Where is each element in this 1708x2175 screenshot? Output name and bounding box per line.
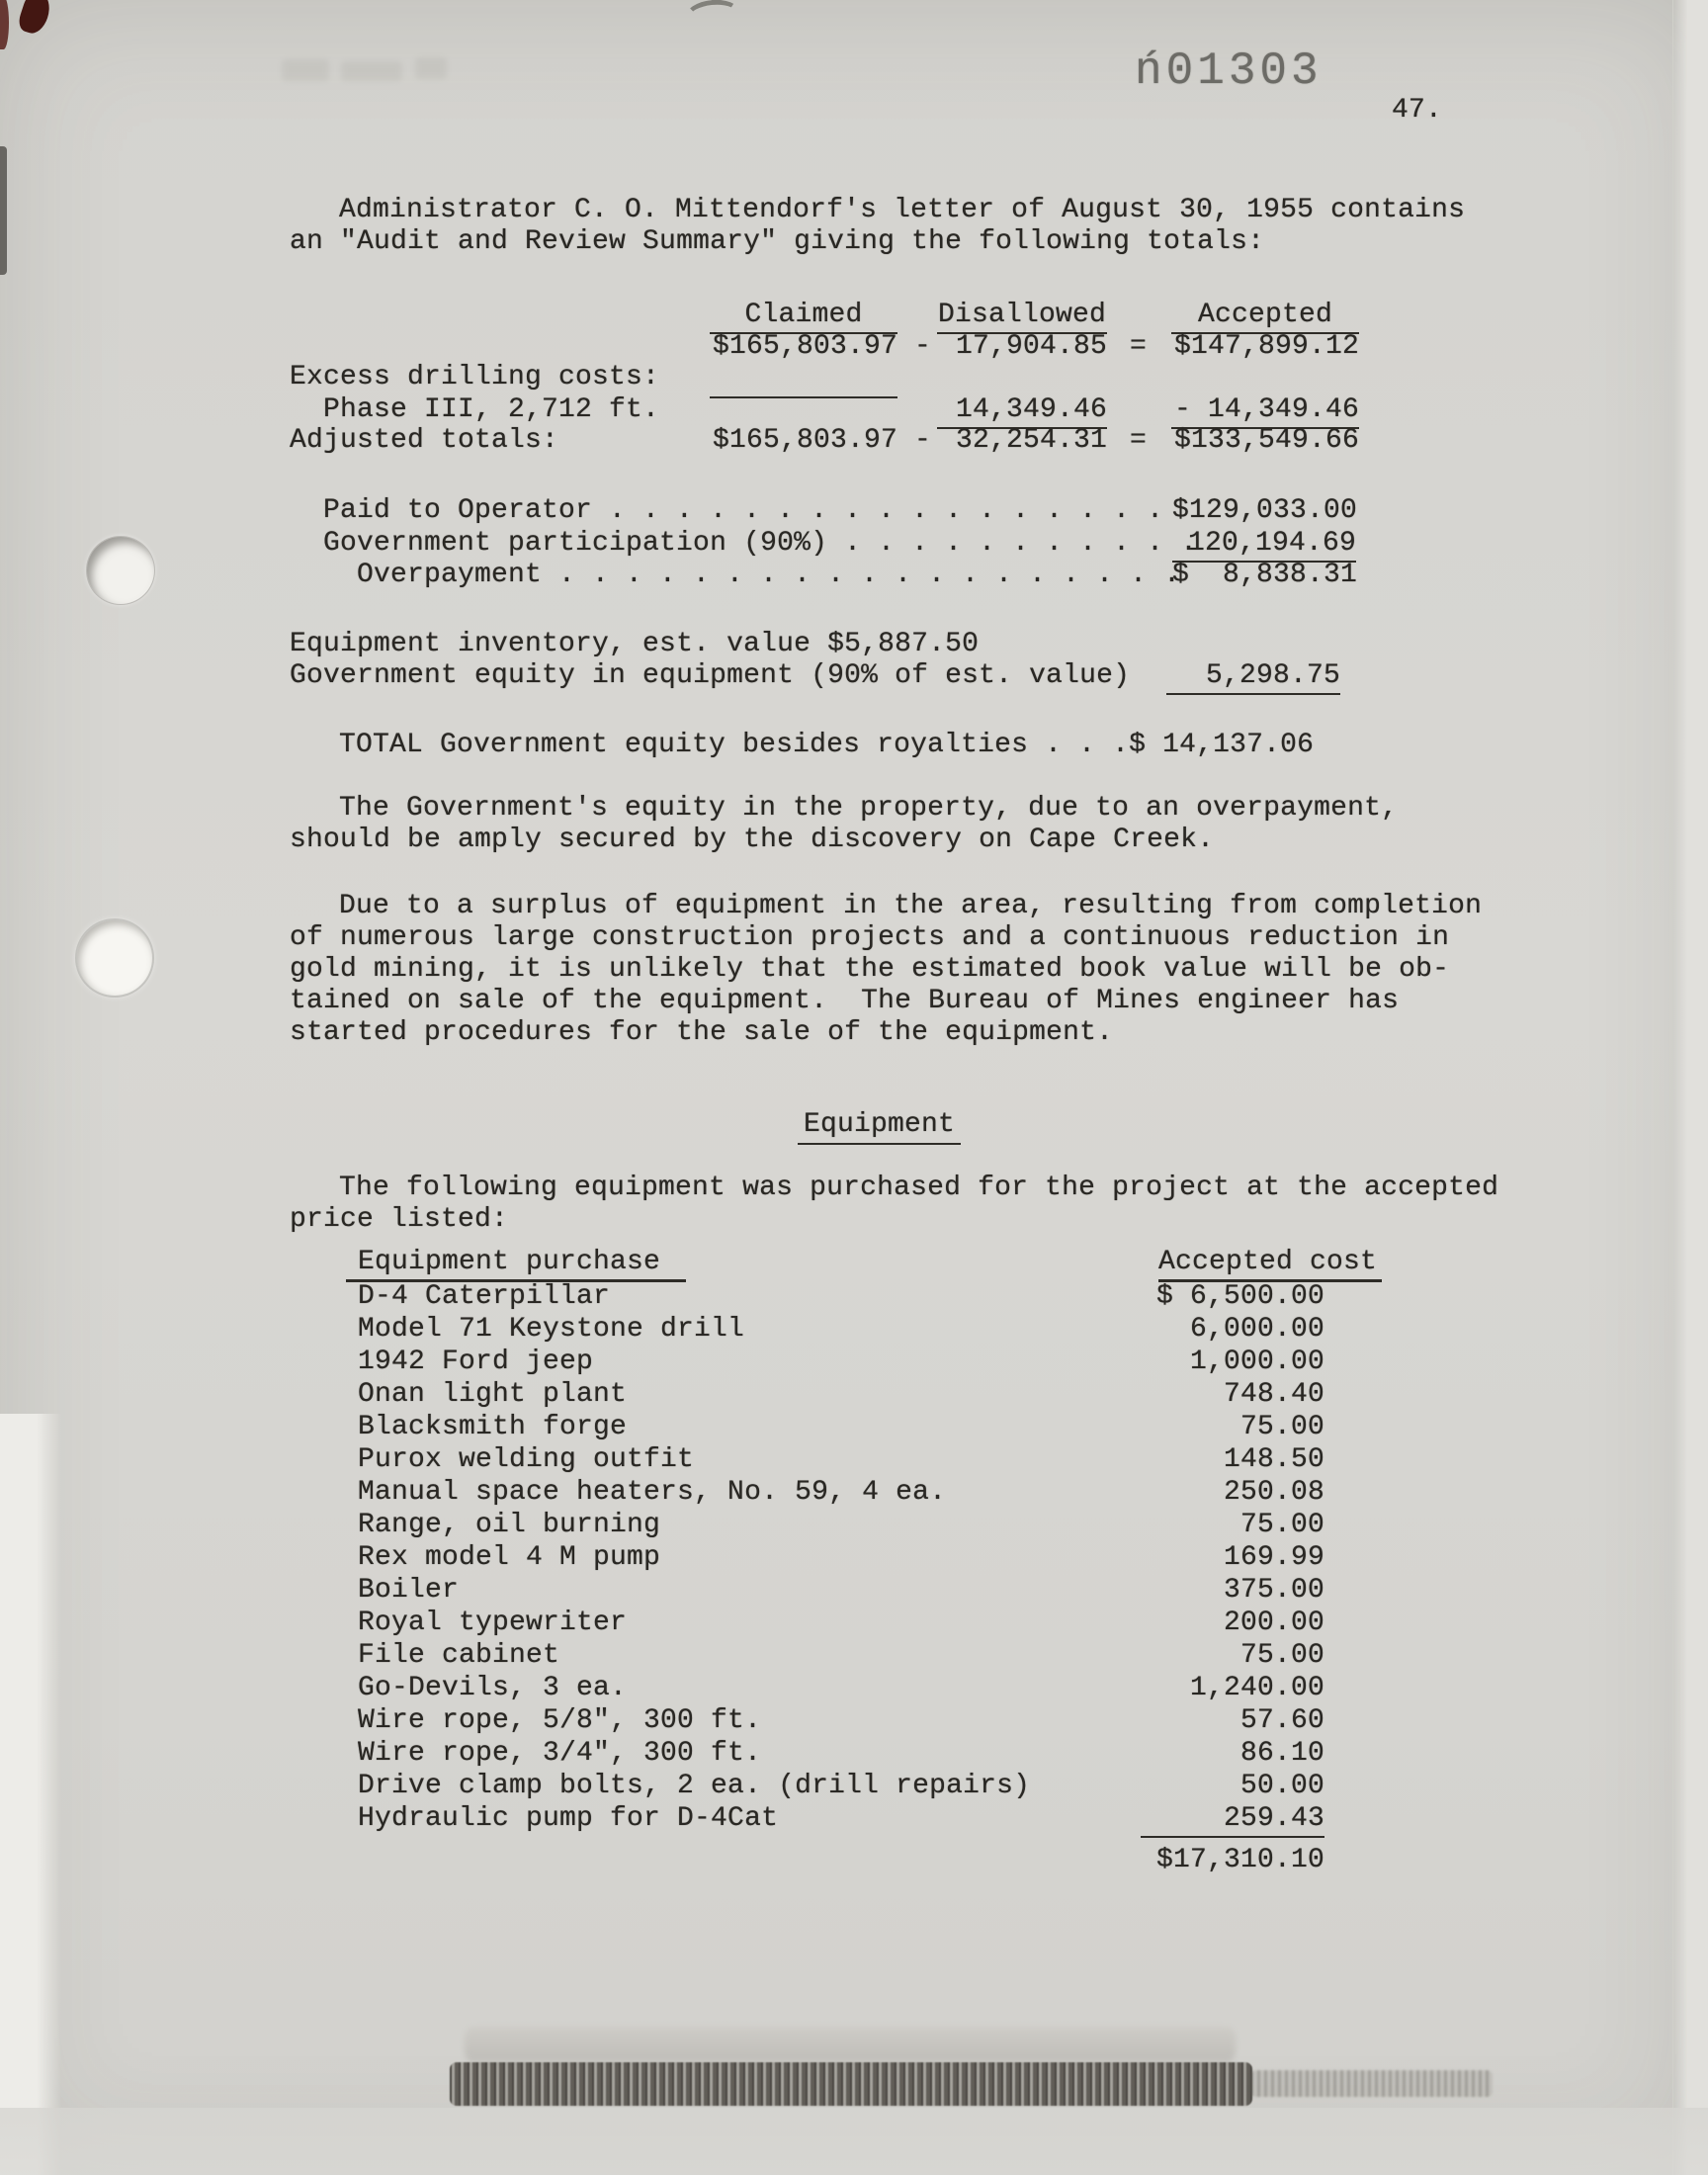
row-label: Adjusted totals:: [290, 425, 559, 456]
accepted-value: $133,549.66: [1173, 425, 1359, 456]
minus-sign: -: [914, 425, 932, 456]
item-cost: 375.00: [1223, 1575, 1324, 1606]
item-cost: 6,000.00: [1189, 1314, 1324, 1345]
punch-hole: [77, 920, 152, 996]
item-name: Go-Devils, 3 ea.: [358, 1673, 628, 1703]
paragraph-secured: [290, 793, 1398, 856]
accepted-value: - 14,349.46: [1171, 394, 1359, 429]
equipment-purchase-header: Equipment purchase: [346, 1247, 686, 1282]
equipment-intro-line-2: price listed:: [290, 1204, 509, 1235]
summary-col-accepted: Accepted: [1171, 300, 1359, 334]
line-value: $ 8,838.31: [1172, 560, 1358, 590]
accepted-cost-header: Accepted cost: [1158, 1247, 1382, 1282]
table-row: [0, 1477, 1708, 1510]
item-cost: 75.00: [1239, 1412, 1324, 1442]
table-row: [0, 1608, 1708, 1640]
payment-line-paid-to-operator: [0, 495, 1708, 527]
item-cost: 86.10: [1239, 1738, 1324, 1769]
table-row: [0, 1542, 1708, 1575]
equals-sign: =: [1130, 331, 1148, 362]
item-cost: 200.00: [1223, 1608, 1324, 1638]
scan-noise-band: [1250, 2070, 1493, 2097]
table-row: [0, 1314, 1708, 1347]
item-cost: 169.99: [1223, 1542, 1324, 1573]
scan-edge-ink-blob: [16, 0, 54, 37]
summary-row-totals: [0, 331, 1708, 363]
summary-header-row: [0, 300, 1708, 331]
item-name: Wire rope, 3/4", 300 ft.: [358, 1738, 762, 1769]
table-row: [0, 1705, 1708, 1738]
table-row: [0, 1379, 1708, 1412]
total-equity-line: TOTAL Government equity besides royalties . . .$ 14,137.06: [339, 730, 1315, 760]
summary-row-adjusted: [0, 425, 1708, 457]
table-row: [0, 1803, 1708, 1836]
scan-bottom-light: [0, 2108, 1708, 2175]
line-label: Government participation (90%) . . . . . . . . . . .: [323, 528, 1198, 559]
item-cost: 748.40: [1223, 1379, 1324, 1410]
item-name: Blacksmith forge: [358, 1412, 628, 1442]
payment-line-overpayment: [0, 560, 1708, 591]
scan-smudge: [465, 2027, 1236, 2062]
equipment-total-row: [0, 1845, 1708, 1877]
item-name: Manual space heaters, No. 59, 4 ea.: [358, 1477, 947, 1508]
table-row: [0, 1281, 1708, 1314]
item-name: Model 71 Keystone drill: [358, 1314, 745, 1345]
ghost-bleedthrough-mark: [415, 57, 447, 79]
item-name: Drive clamp bolts, 2 ea. (drill repairs): [358, 1771, 1031, 1801]
item-name: Hydraulic pump for D-4Cat: [358, 1803, 779, 1834]
item-name: D-4 Caterpillar: [358, 1281, 611, 1312]
intro-line-1: Administrator C. O. Mittendorf's letter of August 30, 1955 contains: [339, 195, 1466, 225]
disallowed-value: 14,349.46: [937, 394, 1107, 429]
line-value: 120,194.69: [1172, 528, 1356, 563]
page-number: 47.: [1392, 95, 1443, 126]
table-row: [0, 1412, 1708, 1444]
summary-col-claimed: Claimed: [710, 300, 897, 334]
scan-edge-ink-blob: [0, 0, 9, 49]
item-cost: $ 6,500.00: [1155, 1281, 1324, 1312]
equals-sign: =: [1130, 425, 1148, 456]
item-name: File cabinet: [358, 1640, 560, 1671]
ghost-bleedthrough-mark: [282, 59, 329, 81]
summary-row-excess-label: [0, 362, 1708, 393]
item-cost: 50.00: [1239, 1771, 1324, 1801]
paragraph-line: of numerous large construction projects and a continuous reduction in: [290, 922, 1450, 953]
pen-squiggle-mark: [685, 0, 741, 32]
blank-underline: [710, 394, 897, 398]
item-name: Purox welding outfit: [358, 1444, 695, 1475]
claimed-value: $165,803.97: [712, 331, 897, 362]
table-row: [0, 1640, 1708, 1673]
line-label: Paid to Operator . . . . . . . . . . . . . . . . .: [323, 495, 1164, 526]
item-cost: 250.08: [1223, 1477, 1324, 1508]
item-cost: 148.50: [1223, 1444, 1324, 1475]
row-label: Excess drilling costs:: [290, 362, 660, 392]
paragraph-surplus: [290, 891, 1482, 1049]
equipment-total-value: $17,310.10: [1155, 1845, 1324, 1875]
disallowed-value: 17,904.85: [955, 331, 1107, 362]
paragraph-line: gold mining, it is unlikely that the estimated book value will be ob-: [290, 954, 1450, 985]
equipment-table-body: [0, 1281, 1708, 1836]
table-row: [0, 1444, 1708, 1477]
item-name: Onan light plant: [358, 1379, 628, 1410]
table-row: [0, 1575, 1708, 1608]
table-row: [0, 1738, 1708, 1771]
equipment-section-heading: [798, 1109, 961, 1140]
paragraph-line: The Government's equity in the property, due to an overpayment,: [339, 793, 1399, 824]
ghost-bleedthrough-mark: [341, 61, 402, 81]
accepted-value: $147,899.12: [1173, 331, 1359, 362]
table-row: [0, 1771, 1708, 1803]
paragraph-line: tained on sale of the equipment. The Bureau of Mines engineer has: [290, 986, 1400, 1016]
equipment-inventory-line: Equipment inventory, est. value $5,887.50: [290, 629, 980, 659]
item-name: Boiler: [358, 1575, 460, 1606]
line-value: $129,033.00: [1172, 495, 1358, 526]
government-equity-line: [0, 660, 1708, 692]
item-name: Wire rope, 5/8", 300 ft.: [358, 1705, 762, 1736]
line-value: 5,298.75: [1166, 660, 1340, 695]
item-name: Rex model 4 M pump: [358, 1542, 661, 1573]
equipment-table-header: [0, 1247, 1708, 1279]
summary-col-disallowed: Disallowed: [937, 300, 1107, 334]
line-label: Government equity in equipment (90% of est. value): [290, 660, 1131, 691]
summary-row-phase3: [0, 394, 1708, 426]
line-label: Overpayment . . . . . . . . . . . . . . . . . . .: [357, 560, 1181, 590]
payment-line-government-participation: [0, 528, 1708, 560]
row-label: Phase III, 2,712 ft.: [323, 394, 660, 425]
item-name: 1942 Ford jeep: [358, 1347, 594, 1377]
item-cost: 75.00: [1239, 1510, 1324, 1540]
item-name: Royal typewriter: [358, 1608, 628, 1638]
item-name: Range, oil burning: [358, 1510, 661, 1540]
item-cost: 1,240.00: [1189, 1673, 1324, 1703]
table-row: [0, 1347, 1708, 1379]
scan-edge-mark: [0, 146, 7, 275]
table-row: [0, 1510, 1708, 1542]
intro-line-2: an "Audit and Review Summary" giving the following totals:: [290, 226, 1265, 257]
item-cost: 1,000.00: [1189, 1347, 1324, 1377]
stamp-number: ń01303: [1135, 45, 1323, 97]
disallowed-value: 32,254.31: [955, 425, 1107, 456]
paragraph-line: Due to a surplus of equipment in the area, resulting from completion: [339, 891, 1483, 921]
heading-text: Equipment: [798, 1109, 961, 1145]
item-cost: 57.60: [1239, 1705, 1324, 1736]
claimed-value: $165,803.97: [712, 425, 897, 456]
paragraph-line: started procedures for the sale of the equipment.: [290, 1017, 1114, 1048]
scan-noise-band: [450, 2062, 1252, 2106]
equipment-intro-line-1: The following equipment was purchased for the project at the accepted: [339, 1173, 1499, 1203]
minus-sign: -: [914, 331, 932, 362]
paragraph-line: should be amply secured by the discovery on Cape Creek.: [290, 825, 1215, 855]
item-cost: 259.43: [1141, 1803, 1324, 1838]
item-cost: 75.00: [1239, 1640, 1324, 1671]
table-row: [0, 1673, 1708, 1705]
